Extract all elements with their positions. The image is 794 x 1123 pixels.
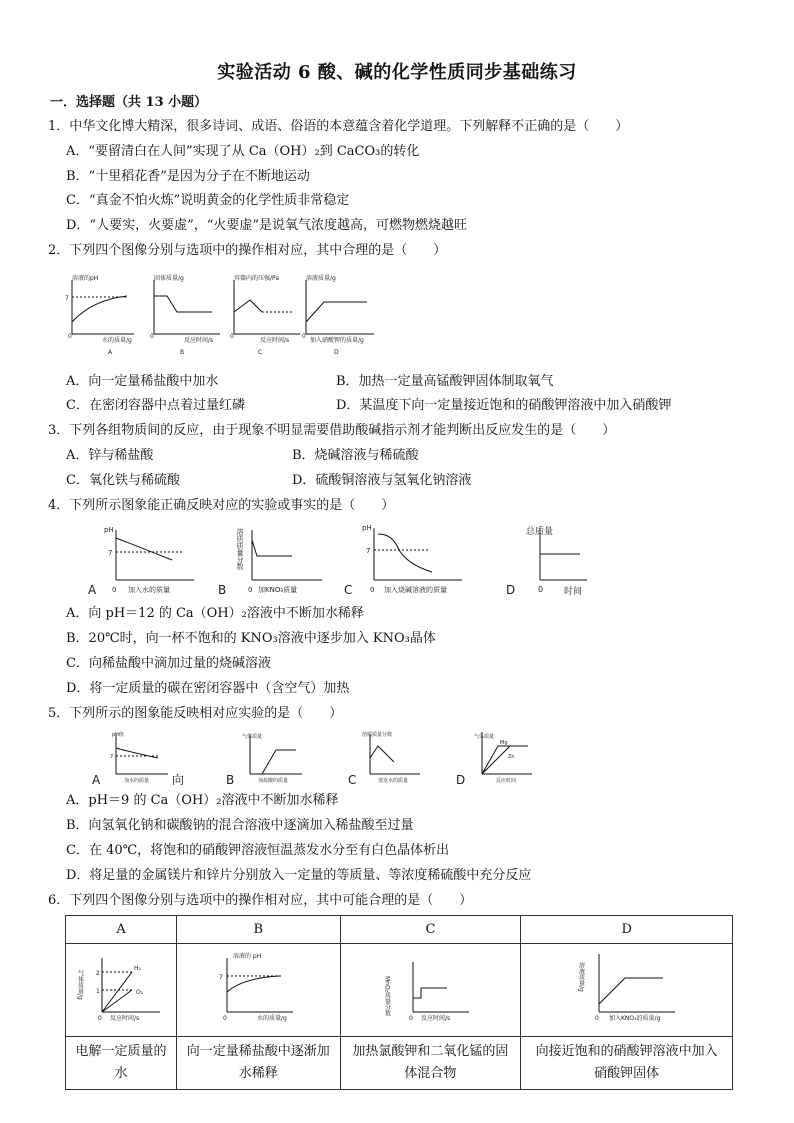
section-heading: 一．选择题（共 13 小题） <box>50 95 208 110</box>
q6-header-a: A <box>66 916 177 944</box>
q2-graph-c <box>230 274 300 356</box>
q4-option-b: B．20℃时，向一杯不饱和的 KNO₃溶液中逐步加入 KNO₃晶体 <box>66 631 436 646</box>
q6-graph-b <box>177 944 340 1037</box>
q1-option-a: A．“要留清白在人间”实现了从 Ca（OH）₂到 CaCO₃的转化 <box>66 144 420 159</box>
q2-graph-d <box>302 274 374 356</box>
svg-text:0: 0 <box>230 333 234 340</box>
q4-stem: 4．下列所示图象能正确反映对应的实验或事实的是（ ） <box>48 498 395 513</box>
svg-text:0: 0 <box>150 333 154 340</box>
svg-text:加盐酸的质量: 加盐酸的质量 <box>258 778 289 784</box>
svg-text:固体质量/g: 固体质量/g <box>154 275 184 282</box>
svg-text:7: 7 <box>366 547 371 555</box>
q6-graph-c <box>340 944 521 1037</box>
svg-text:蒸发水的质量: 蒸发水的质量 <box>378 778 409 784</box>
svg-text:加入硝酸钾的质量/g: 加入硝酸钾的质量/g <box>310 337 364 344</box>
svg-text:D: D <box>456 773 466 787</box>
q5-graph-a <box>92 731 184 787</box>
q4-graph-a <box>88 526 194 597</box>
svg-text:1: 1 <box>96 988 100 995</box>
svg-text:反应时间/s: 反应时间/s <box>260 337 290 344</box>
svg-text:0: 0 <box>248 586 253 594</box>
q3-option-d: D．硫酸铜溶液与氢氧化钠溶液 <box>292 473 472 488</box>
svg-text:7: 7 <box>219 974 224 981</box>
svg-text:C: C <box>344 583 353 597</box>
svg-text:反应时间/s: 反应时间/s <box>421 1015 451 1022</box>
q4-graph-c <box>344 524 462 597</box>
q1-option-c: C．“真金不怕火炼”说明黄金的化学性质非常稳定 <box>66 193 350 208</box>
q3-stem: 3．下列各组物质间的反应，由于现象不明显需要借助酸碱指示剂才能判断出反应发生的是（ ） <box>48 423 616 438</box>
q1-option-b: B．“十里稻花香”是因为分子在不断地运动 <box>66 169 310 184</box>
svg-text:pH值: pH值 <box>112 732 124 738</box>
svg-text:加KNO₃质量: 加KNO₃质量 <box>258 586 298 594</box>
svg-text:A: A <box>88 583 97 597</box>
svg-text:加入水的质量: 加入水的质量 <box>128 586 170 594</box>
svg-text:溶液的 pH: 溶液的 pH <box>233 953 262 960</box>
q4-graph-d <box>506 525 587 597</box>
svg-text:0: 0 <box>538 585 544 594</box>
q1-option-d: D．“人要实，火要虚”，“火要虚”是说氧气浓度越高，可燃物燃烧越旺 <box>66 218 468 233</box>
svg-text:溶质质量分数: 溶质质量分数 <box>362 732 393 738</box>
page-title: 实验活动 6 酸、碱的化学性质同步基础练习 <box>217 62 577 83</box>
svg-text:反应时间: 反应时间 <box>496 778 517 784</box>
svg-text:加入烧碱溶液的质量: 加入烧碱溶液的质量 <box>384 586 447 594</box>
q4-option-d: D．将一定质量的碳在密闭容器中（含空气）加热 <box>66 681 350 696</box>
svg-text:pH: pH <box>362 524 372 532</box>
q4-graphs <box>82 520 602 600</box>
svg-text:溶质质量分数: 溶质质量分数 <box>236 528 244 570</box>
svg-text:0: 0 <box>302 333 306 340</box>
svg-text:0: 0 <box>68 333 72 340</box>
svg-text:B: B <box>226 773 235 787</box>
q6-desc-a: 电解一定质量的水 <box>66 1037 177 1090</box>
q5-graph-b <box>226 733 302 787</box>
q2-a-ylabel: 溶液的pH <box>72 275 99 282</box>
q6-desc-c: 加热氯酸钾和二氧化锰的固体混合物 <box>340 1037 521 1090</box>
q5-option-c: C．在 40℃，将饱和的硝酸钾溶液恒温蒸发水分至有白色晶体析出 <box>66 843 450 858</box>
svg-text:反应时间/s: 反应时间/s <box>110 1015 140 1022</box>
q1-stem: 1．中华文化博大精深，很多诗词、成语、俗语的本意蕴含着化学道理。下列解释不正确的是（ ） <box>48 119 629 134</box>
svg-text:B: B <box>218 583 227 597</box>
q5-option-b: B．向氢氧化钠和碳酸钠的混合溶液中逐滴加入稀盐酸至过量 <box>66 818 414 833</box>
q5-option-a: A．pH＝9 的 Ca（OH）₂溶液中不断加水稀释 <box>66 793 339 808</box>
q6-header-c: C <box>340 916 521 944</box>
q6-header-d: D <box>521 916 733 944</box>
svg-text:0: 0 <box>223 1015 228 1022</box>
q4-graph-b <box>218 527 322 597</box>
q6-table <box>65 915 733 1090</box>
q6-desc-d: 向接近饱和的硝酸钾溶液中加入硝酸钾固体 <box>521 1037 733 1090</box>
svg-text:0: 0 <box>98 1015 102 1022</box>
svg-text:A: A <box>108 349 113 356</box>
svg-text:水的质量/g: 水的质量/g <box>257 1015 288 1022</box>
q2-option-a: A．向一定量稀盐酸中加水 <box>66 374 219 389</box>
svg-text:Mg: Mg <box>500 740 508 746</box>
svg-text:D: D <box>506 583 516 597</box>
q6-graph-a <box>66 944 177 1037</box>
svg-text:加入KNO₃的质量/g: 加入KNO₃的质量/g <box>608 1015 661 1022</box>
q6-desc-b: 向一定量稀盐酸中逐渐加水稀释 <box>177 1037 340 1090</box>
svg-text:总质量: 总质量 <box>526 527 554 537</box>
q5-graphs <box>90 728 540 790</box>
q2-graph-a <box>65 274 134 356</box>
svg-text:C: C <box>348 773 357 787</box>
svg-text:pH: pH <box>104 526 114 534</box>
svg-text:向: 向 <box>172 773 185 787</box>
q5-option-d: D．将足量的金属镁片和锌片分别放入一定量的等质量、等浓度稀硫酸中充分反应 <box>66 868 532 883</box>
q3-option-a: A．锌与稀盐酸 <box>66 448 154 463</box>
svg-text:D: D <box>334 349 339 356</box>
q2-option-c: C．在密闭容器中点着过量红磷 <box>66 398 245 413</box>
q2-stem: 2．下列四个图像分别与选项中的操作相对应，其中合理的是（ ） <box>48 243 447 258</box>
svg-text:气体质量: 气体质量 <box>242 734 263 740</box>
svg-text:C: C <box>258 349 263 356</box>
q3-option-b: B．烧碱溶液与稀硫酸 <box>292 448 419 463</box>
svg-text:溶液质量/g: 溶液质量/g <box>306 275 336 282</box>
svg-text:溶液质量/g: 溶液质量/g <box>577 962 585 992</box>
svg-text:气体质量/g: 气体质量/g <box>76 970 84 1000</box>
svg-text:B: B <box>180 349 185 356</box>
q2-option-b: B．加热一定量高锰酸钾固体制取氧气 <box>336 374 554 389</box>
q6-graph-d <box>521 944 733 1037</box>
svg-text:容器内的压强/Pa: 容器内的压强/Pa <box>234 275 280 282</box>
svg-text:0: 0 <box>370 586 375 594</box>
svg-text:7: 7 <box>108 549 113 557</box>
svg-text:O₂: O₂ <box>136 989 144 996</box>
svg-text:气体质量: 气体质量 <box>474 734 495 740</box>
q2-graphs <box>62 272 392 362</box>
q6-header-b: B <box>177 916 340 944</box>
q4-option-c: C．向稀盐酸中滴加过量的烧碱溶液 <box>66 656 271 671</box>
q4-option-a: A．向 pH＝12 的 Ca（OH）₂溶液中不断加水稀释 <box>66 606 364 621</box>
q5-graph-c <box>348 731 420 787</box>
q2-option-d: D．某温度下向一定量接近饱和的硝酸钾溶液中加入硝酸钾 <box>336 398 672 413</box>
svg-text:加水的质量: 加水的质量 <box>124 778 150 784</box>
svg-text:MnO₂质量分数: MnO₂质量分数 <box>383 976 391 1017</box>
q5-stem: 5．下列所示的图象能反映相对应实验的是（ ） <box>48 706 343 721</box>
q5-graph-d <box>456 732 532 787</box>
svg-text:0: 0 <box>409 1015 414 1022</box>
svg-text:时间: 时间 <box>564 587 583 597</box>
svg-text:0: 0 <box>594 1015 599 1022</box>
svg-text:A: A <box>92 773 101 787</box>
q3-option-c: C．氧化铁与稀硫酸 <box>66 473 180 488</box>
svg-text:0: 0 <box>112 586 117 594</box>
svg-text:水的质量/g: 水的质量/g <box>102 337 132 344</box>
svg-text:H₂: H₂ <box>134 965 141 972</box>
svg-text:7: 7 <box>110 754 114 760</box>
svg-text:7: 7 <box>65 295 69 302</box>
q6-stem: 6．下列四个图像分别与选项中的操作相对应，其中可能合理的是（ ） <box>48 893 473 908</box>
q2-graph-b <box>150 274 220 356</box>
svg-text:Zn: Zn <box>508 754 515 760</box>
svg-text:反应时间/s: 反应时间/s <box>184 337 214 344</box>
svg-text:2: 2 <box>96 970 100 977</box>
